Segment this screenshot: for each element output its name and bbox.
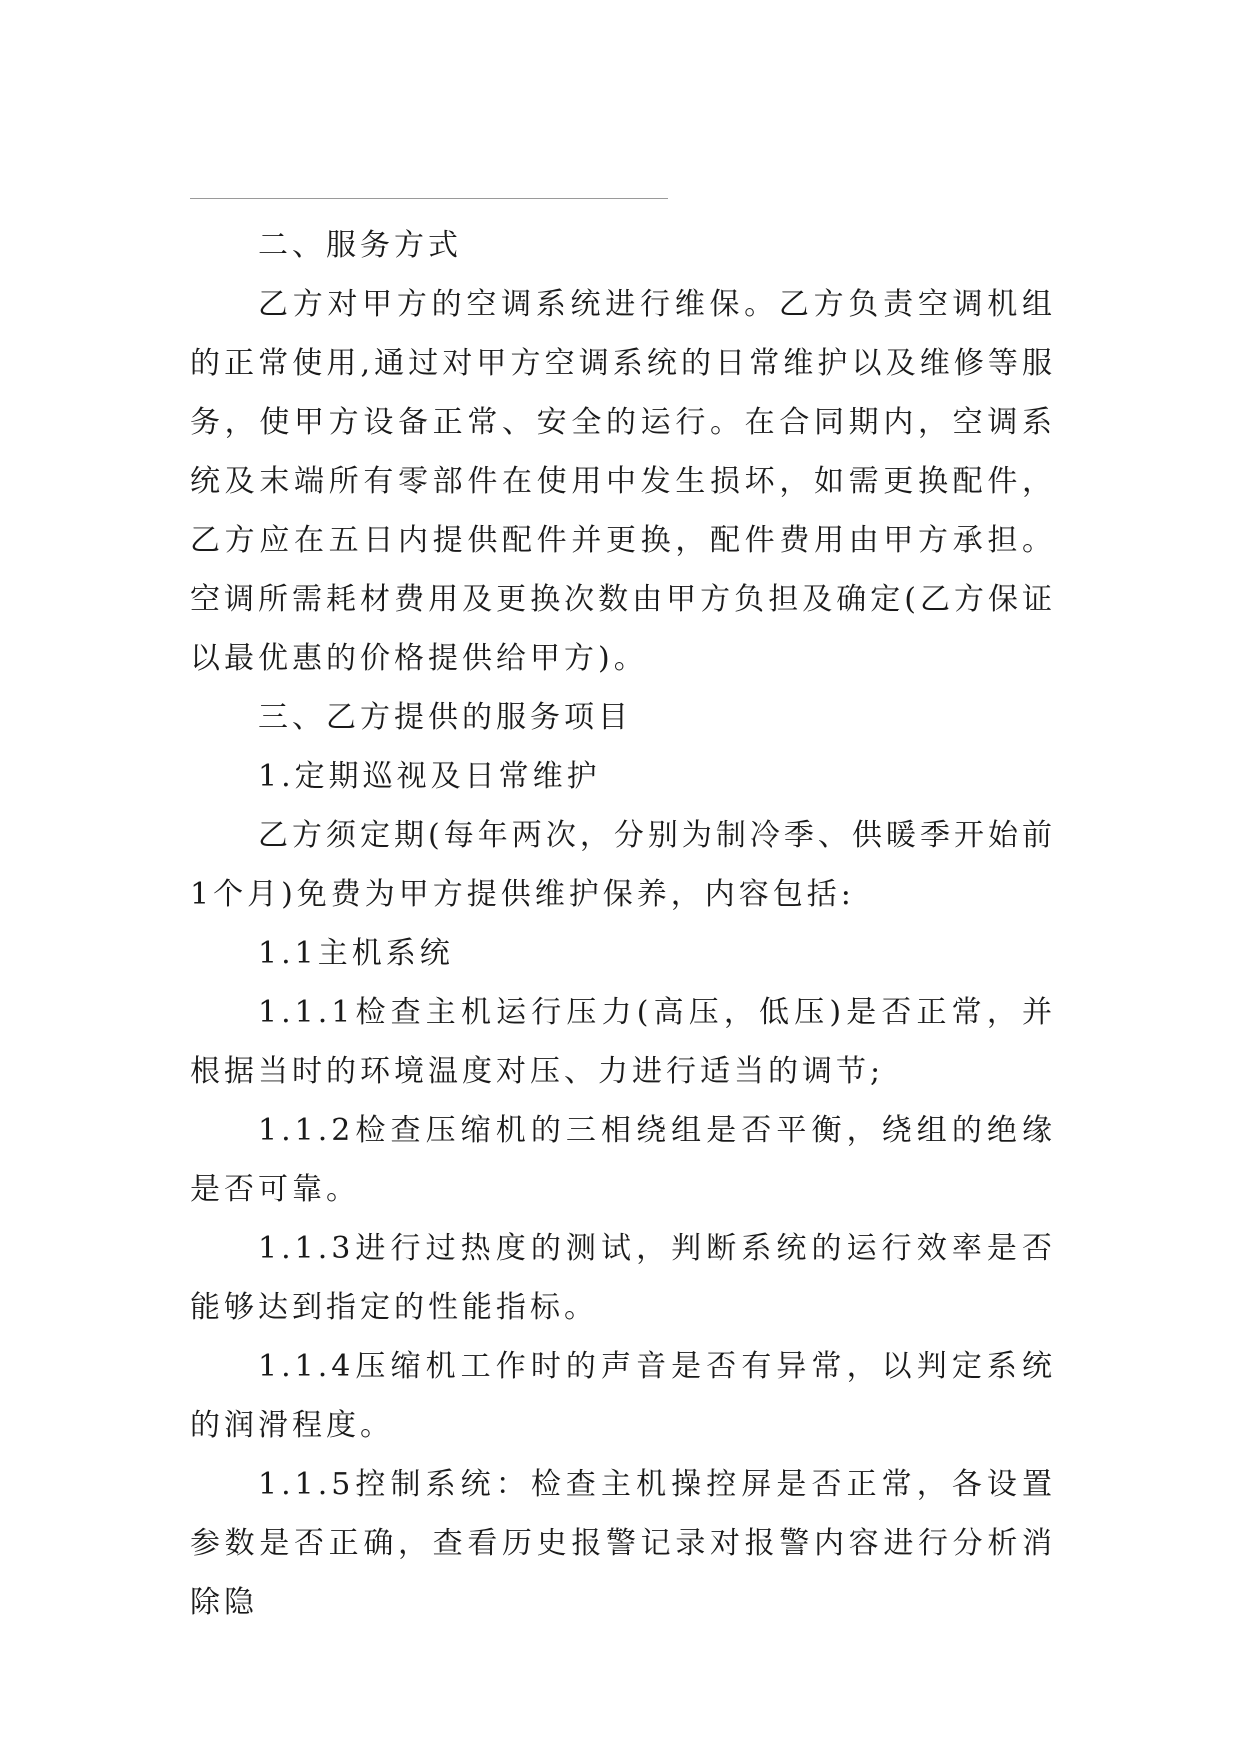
header-divider	[190, 198, 668, 199]
item-1-1-2: 1.1.2检查压缩机的三相绕组是否平衡，绕组的绝缘是否可靠。	[190, 1113, 1056, 1207]
paragraph-service-description: 乙方对甲方的空调系统进行维保。乙方负责空调机组的正常使用,通过对甲方空调系统的日常维护以及维修等服务，使甲方设备正常、安全的运行。在合同期内，空调系统及末端所有零部件在使用中发生损坏，如需更换配件，乙方应在五日内提供配件并更换，配件费用由甲方承担。空调所需耗材费用及更换次数由甲方负担及确定(乙方保证以最优惠的价格提供给甲方)。	[190, 287, 1056, 676]
item-1-1-3: 1.1.3进行过热度的测试，判断系统的运行效率是否能够达到指定的性能指标。	[190, 1231, 1056, 1325]
item-1-1-1: 1.1.1检查主机运行压力(高压，低压)是否正常，并根据当时的环境温度对压、力进行适当的调节;	[190, 995, 1056, 1089]
item-1-1-5: 1.1.5控制系统：检查主机操控屏是否正常，各设置参数是否正确，查看历史报警记录对报警内容进行分析消除隐	[190, 1467, 1056, 1620]
item-1-1-4: 1.1.4压缩机工作时的声音是否有异常，以判定系统的润滑程度。	[190, 1349, 1056, 1443]
item-heading-main-unit: 1.1主机系统	[258, 936, 454, 971]
document-body	[190, 216, 1056, 1632]
subsection-heading-inspection: 1.定期巡视及日常维护	[258, 759, 601, 794]
section-heading-service-items: 三、乙方提供的服务项目	[258, 700, 632, 735]
paragraph-maintenance-schedule: 乙方须定期(每年两次，分别为制冷季、供暖季开始前1个月)免费为甲方提供维护保养，内容包括:	[190, 818, 1056, 912]
section-heading-service-method: 二、服务方式	[258, 228, 462, 263]
